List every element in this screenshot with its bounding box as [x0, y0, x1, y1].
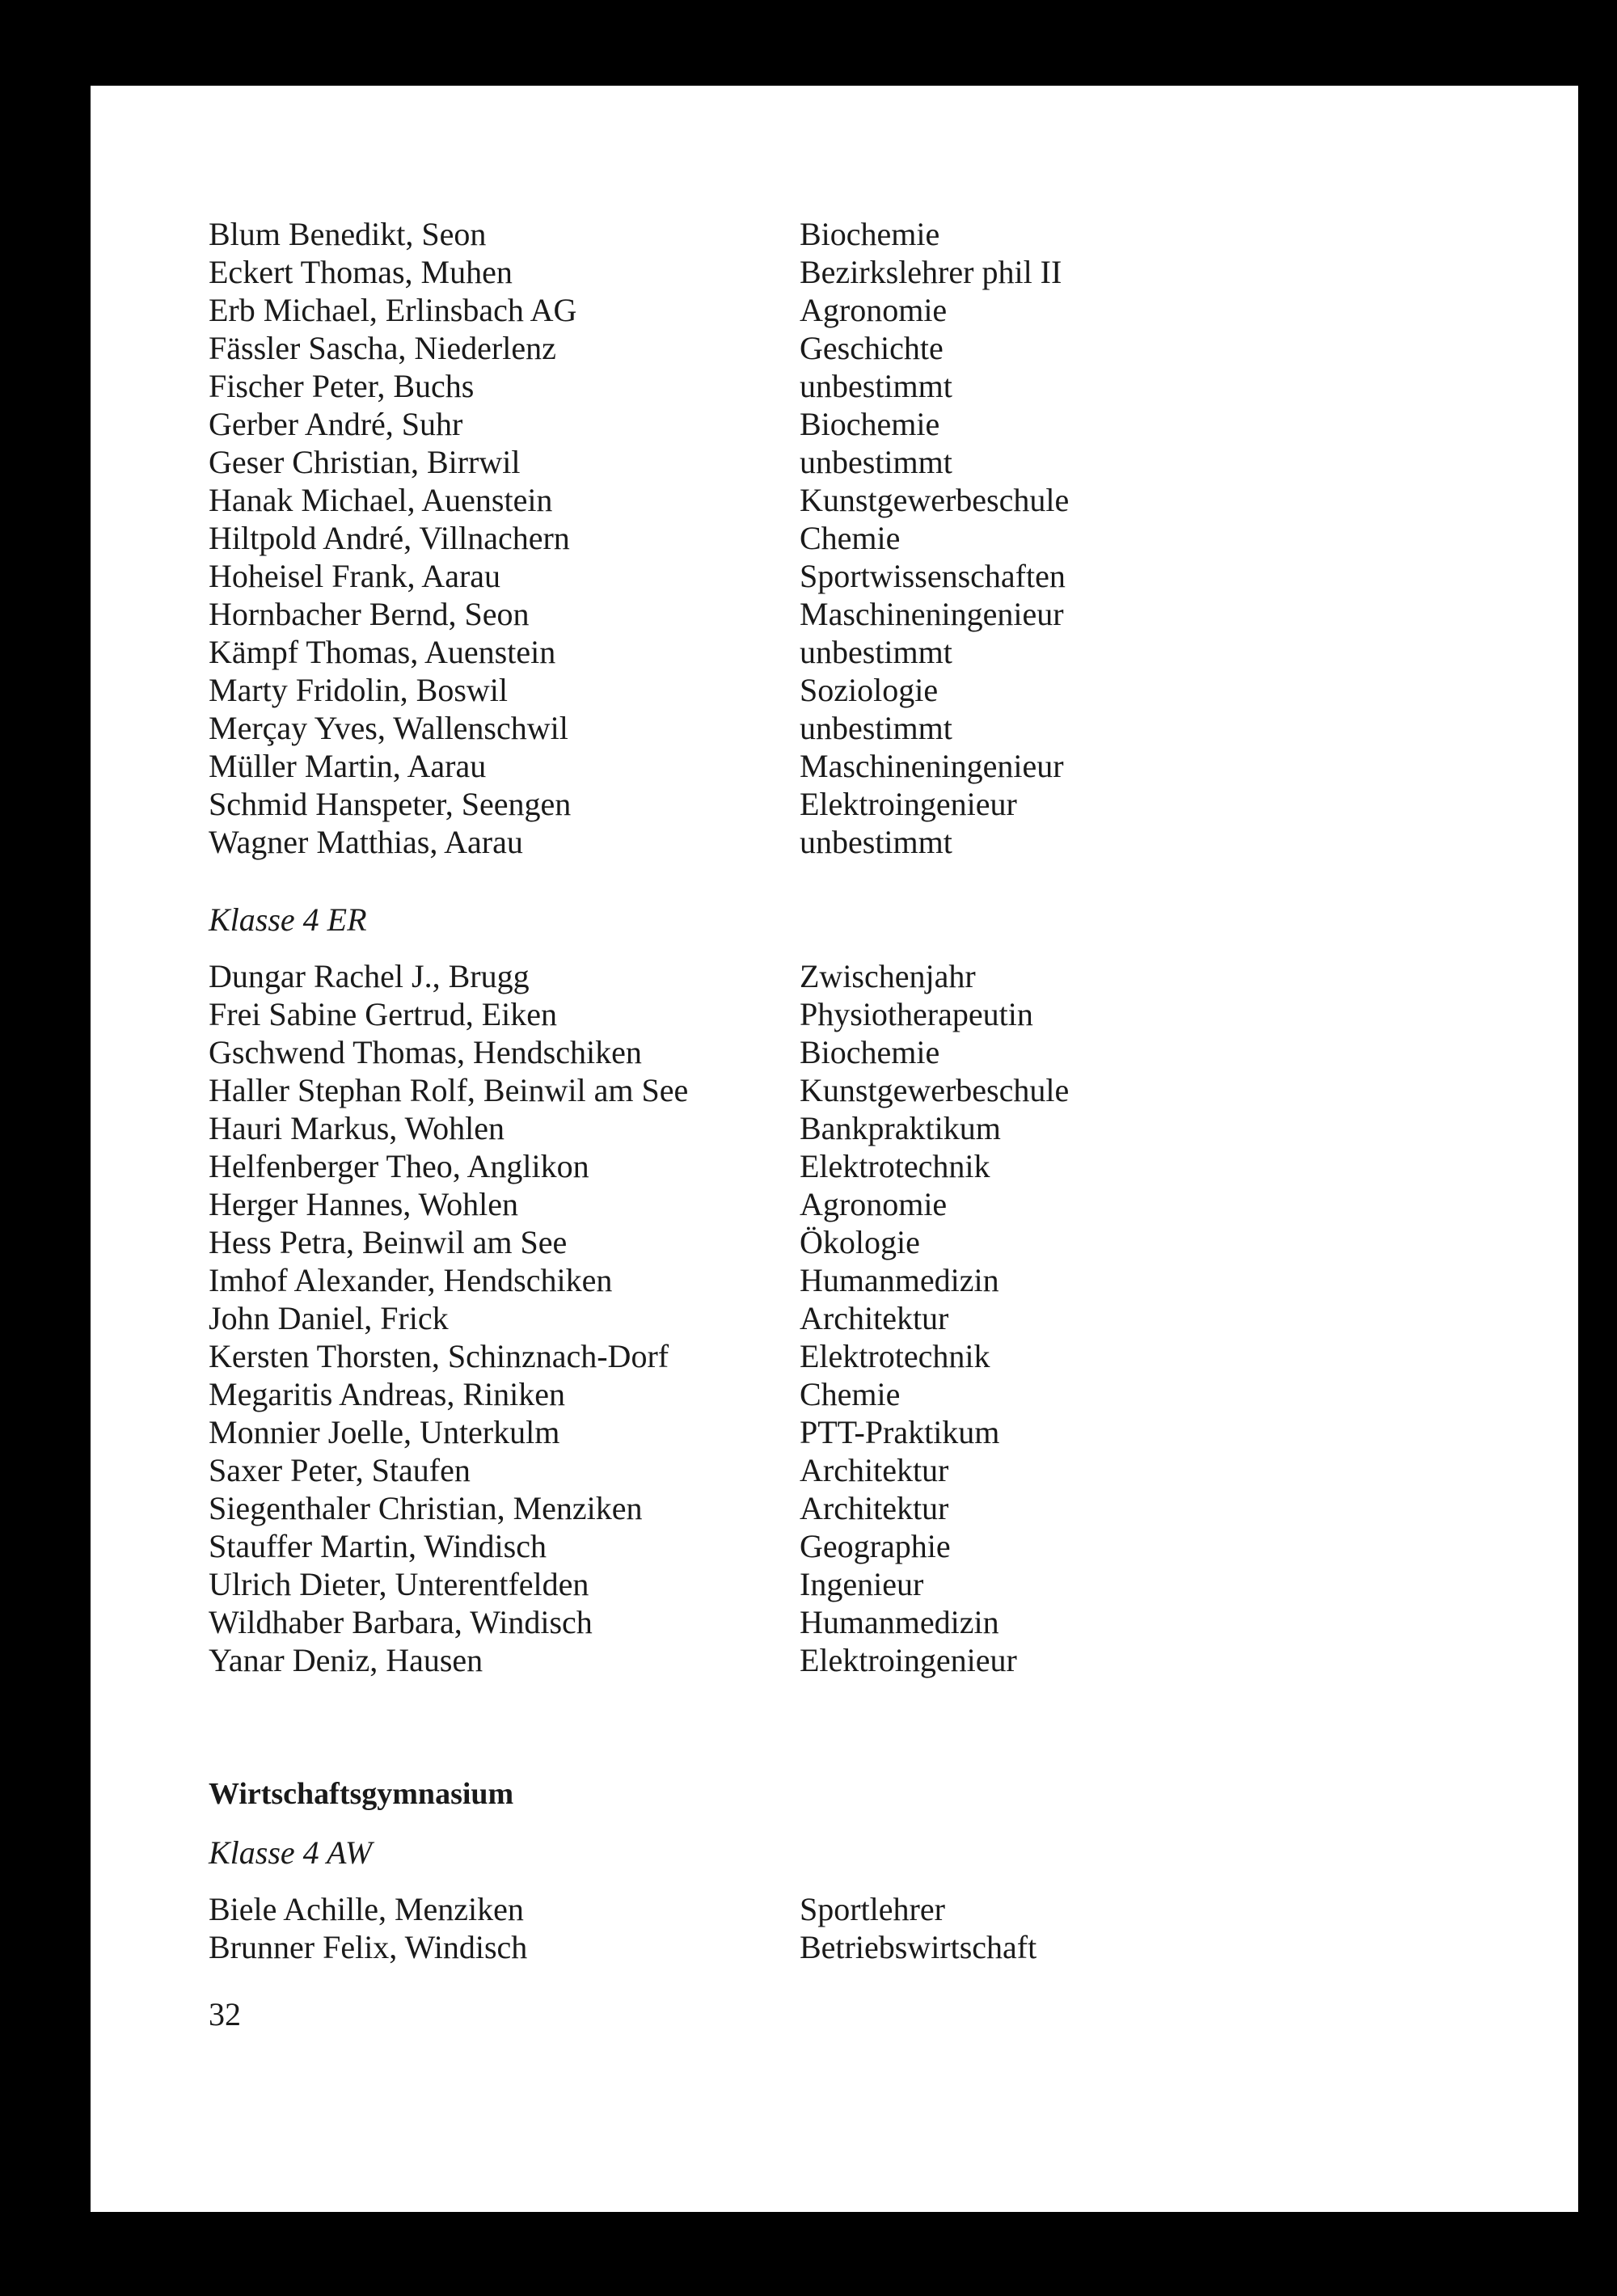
student-name: Saxer Peter, Staufen: [209, 1452, 471, 1488]
study-field: Ökologie: [800, 1224, 920, 1260]
study-field: Architektur: [800, 1490, 949, 1526]
list-item: [209, 405, 1260, 443]
list-item: [209, 215, 1260, 253]
study-field: unbestimmt: [800, 824, 952, 860]
list-item: [209, 1928, 1260, 1966]
student-name: Imhof Alexander, Hendschiken: [209, 1262, 613, 1298]
student-name: Hoheisel Frank, Aarau: [209, 558, 501, 594]
student-name: Yanar Deniz, Hausen: [209, 1642, 483, 1678]
study-field: Physiotherapeutin: [800, 996, 1033, 1032]
student-name: Gschwend Thomas, Hendschiken: [209, 1034, 642, 1070]
study-field: Biochemie: [800, 216, 940, 252]
student-list-section-3: [209, 1890, 1260, 1966]
study-field: Elektrotechnik: [800, 1148, 990, 1184]
student-name: Siegenthaler Christian, Menziken: [209, 1490, 643, 1526]
list-item: [209, 1109, 1260, 1147]
page-number: 32: [209, 1996, 241, 2032]
student-name: Fässler Sascha, Niederlenz: [209, 330, 556, 366]
list-item: [209, 291, 1260, 329]
student-name: Stauffer Martin, Windisch: [209, 1528, 547, 1564]
student-name: Erb Michael, Erlinsbach AG: [209, 292, 577, 328]
list-item: [209, 519, 1260, 557]
student-name: Helfenberger Theo, Anglikon: [209, 1148, 589, 1184]
student-name: Wildhaber Barbara, Windisch: [209, 1604, 593, 1640]
study-field: Agronomie: [800, 1186, 948, 1222]
student-name: Biele Achille, Menziken: [209, 1891, 524, 1927]
list-item: [209, 1603, 1260, 1641]
student-name: Kämpf Thomas, Auenstein: [209, 634, 556, 670]
study-field: Elektrotechnik: [800, 1338, 990, 1374]
student-name: Müller Martin, Aarau: [209, 748, 487, 784]
student-name: Ulrich Dieter, Unterentfelden: [209, 1566, 589, 1602]
study-field: Ingenieur: [800, 1566, 924, 1602]
study-field: Zwischenjahr: [800, 958, 976, 994]
list-item: [209, 1375, 1260, 1413]
student-name: Frei Sabine Gertrud, Eiken: [209, 996, 557, 1032]
study-field: unbestimmt: [800, 368, 952, 404]
student-name: Hess Petra, Beinwil am See: [209, 1224, 568, 1260]
list-item: [209, 1527, 1260, 1565]
study-field: Biochemie: [800, 1034, 940, 1070]
student-name: Geser Christian, Birrwil: [209, 444, 521, 480]
school-heading: Wirtschaftsgymnasium: [209, 1777, 514, 1811]
student-list-section-2: [209, 957, 1260, 1679]
list-item: [209, 595, 1260, 633]
study-field: unbestimmt: [800, 444, 952, 480]
student-name: Merçay Yves, Wallenschwil: [209, 710, 568, 746]
study-field: Soziologie: [800, 672, 939, 708]
list-item: [209, 709, 1260, 747]
study-field: Humanmedizin: [800, 1604, 999, 1640]
study-field: Bankpraktikum: [800, 1110, 1001, 1146]
student-name: Gerber André, Suhr: [209, 406, 463, 442]
student-name: Megaritis Andreas, Riniken: [209, 1376, 566, 1412]
list-item: [209, 481, 1260, 519]
study-field: PTT-Praktikum: [800, 1414, 1000, 1450]
student-name: Kersten Thorsten, Schinznach-Dorf: [209, 1338, 669, 1374]
study-field: Kunstgewerbeschule: [800, 482, 1070, 518]
student-name: Blum Benedikt, Seon: [209, 216, 487, 252]
list-item: [209, 1565, 1260, 1603]
list-item: [209, 1223, 1260, 1261]
student-name: Hiltpold André, Villnachern: [209, 520, 570, 556]
student-name: Schmid Hanspeter, Seengen: [209, 786, 572, 822]
list-item: [209, 1337, 1260, 1375]
study-field: Humanmedizin: [800, 1262, 999, 1298]
list-item: [209, 557, 1260, 595]
student-name: Haller Stephan Rolf, Beinwil am See: [209, 1072, 689, 1108]
study-field: Geschichte: [800, 330, 944, 366]
study-field: Elektroingenieur: [800, 1642, 1017, 1678]
study-field: unbestimmt: [800, 710, 952, 746]
list-item: [209, 957, 1260, 995]
student-name: Monnier Joelle, Unterkulm: [209, 1414, 560, 1450]
list-item: [209, 1033, 1260, 1071]
list-item: [209, 1489, 1260, 1527]
student-name: Brunner Felix, Windisch: [209, 1929, 528, 1965]
list-item: [209, 671, 1260, 709]
study-field: Sportwissenschaften: [800, 558, 1066, 594]
study-field: Maschineningenieur: [800, 748, 1064, 784]
study-field: Chemie: [800, 1376, 901, 1412]
list-item: [209, 1299, 1260, 1337]
study-field: Sportlehrer: [800, 1891, 945, 1927]
student-name: Marty Fridolin, Boswil: [209, 672, 509, 708]
student-name: Herger Hannes, Wohlen: [209, 1186, 518, 1222]
list-item: [209, 1641, 1260, 1679]
study-field: Bezirkslehrer phil II: [800, 254, 1062, 290]
list-item: [209, 1261, 1260, 1299]
list-item: [209, 1451, 1260, 1489]
study-field: Maschineningenieur: [800, 596, 1064, 632]
student-name: Hauri Markus, Wohlen: [209, 1110, 505, 1146]
student-name: Eckert Thomas, Muhen: [209, 254, 513, 290]
list-item: [209, 1071, 1260, 1109]
study-field: Architektur: [800, 1452, 949, 1488]
student-name: Dungar Rachel J., Brugg: [209, 958, 530, 994]
list-item: [209, 633, 1260, 671]
student-name: Hanak Michael, Auenstein: [209, 482, 553, 518]
list-item: [209, 329, 1260, 367]
study-field: Agronomie: [800, 292, 948, 328]
list-item: [209, 1413, 1260, 1451]
study-field: Biochemie: [800, 406, 940, 442]
study-field: Kunstgewerbeschule: [800, 1072, 1070, 1108]
list-item: [209, 443, 1260, 481]
list-item: [209, 367, 1260, 405]
study-field: Elektroingenieur: [800, 786, 1017, 822]
list-item: [209, 747, 1260, 785]
study-field: Chemie: [800, 520, 901, 556]
list-item: [209, 253, 1260, 291]
student-list-section-1: [209, 215, 1260, 861]
list-item: [209, 1147, 1260, 1185]
class-heading-4er: Klasse 4 ER: [209, 901, 367, 938]
student-name: Hornbacher Bernd, Seon: [209, 596, 530, 632]
study-field: Betriebswirtschaft: [800, 1929, 1037, 1965]
student-name: Wagner Matthias, Aarau: [209, 824, 523, 860]
student-name: John Daniel, Frick: [209, 1300, 449, 1336]
study-field: Geographie: [800, 1528, 951, 1564]
list-item: [209, 995, 1260, 1033]
list-item: [209, 1890, 1260, 1928]
study-field: Architektur: [800, 1300, 949, 1336]
study-field: unbestimmt: [800, 634, 952, 670]
class-heading-4aw: Klasse 4 AW: [209, 1834, 373, 1871]
list-item: [209, 823, 1260, 861]
list-item: [209, 1185, 1260, 1223]
student-name: Fischer Peter, Buchs: [209, 368, 475, 404]
list-item: [209, 785, 1260, 823]
